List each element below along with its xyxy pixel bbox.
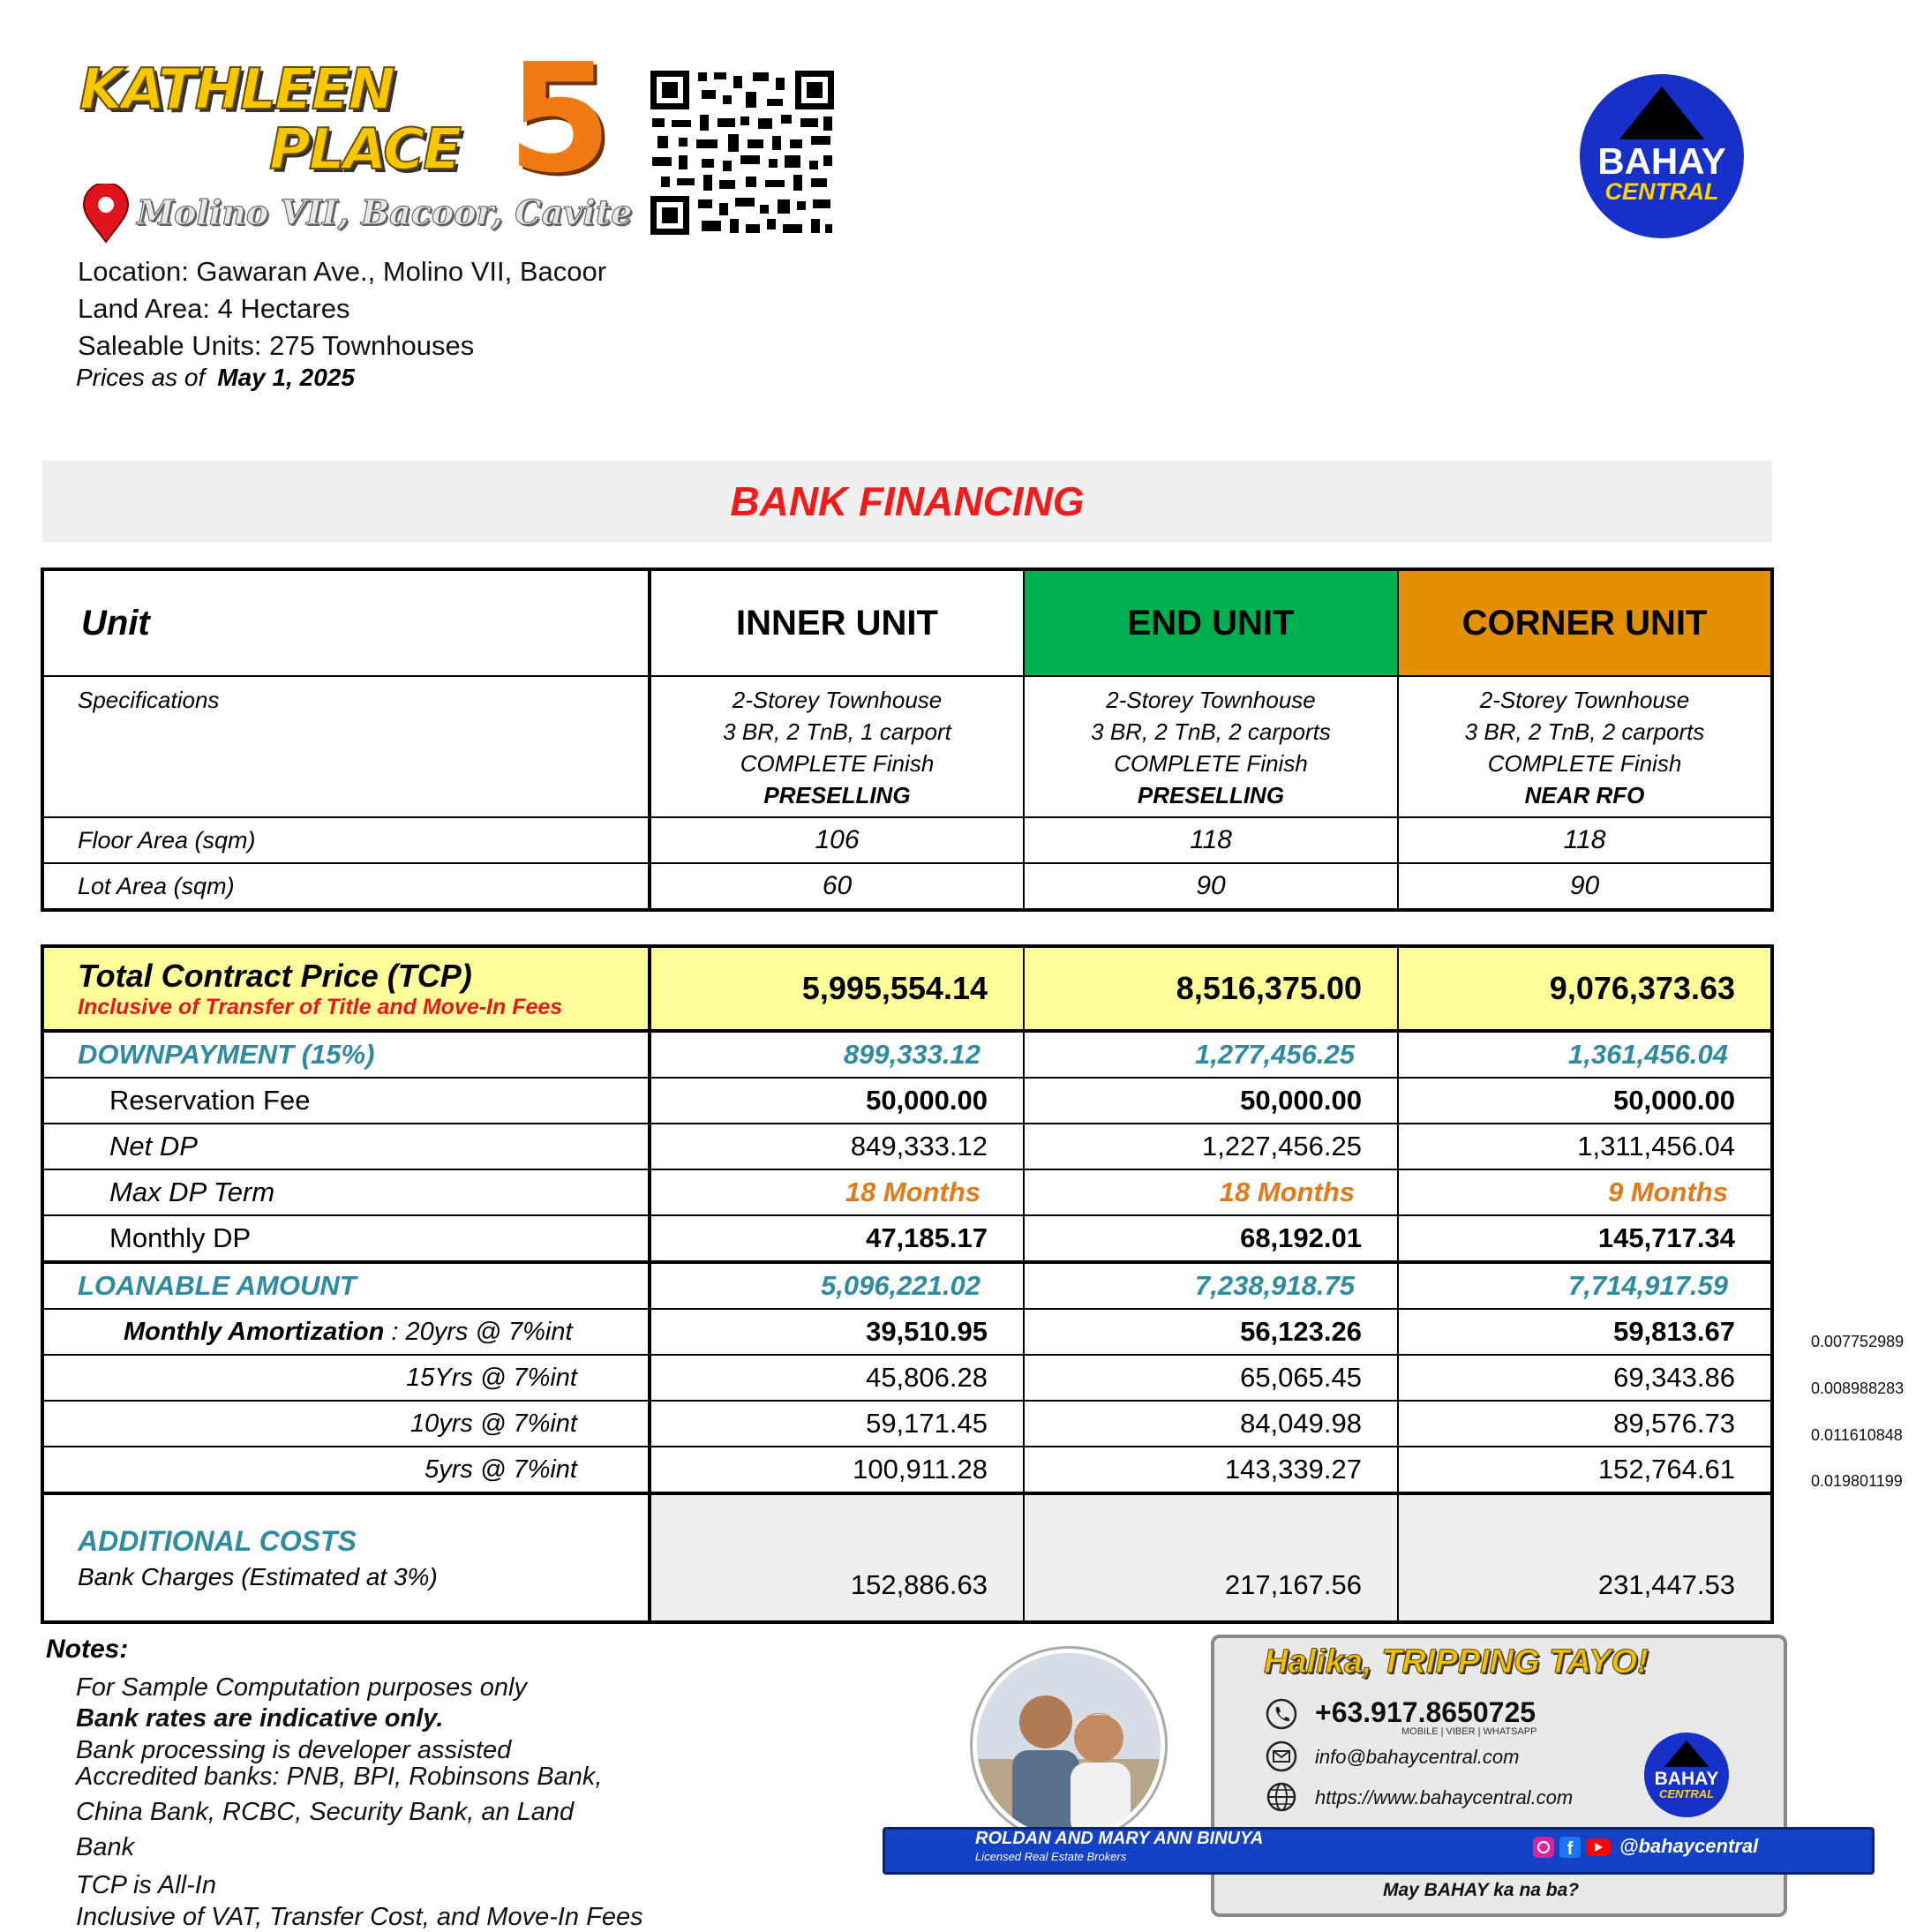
bank-charges-label: Bank Charges (Estimated at 3%) [78, 1562, 438, 1590]
amortization-15yr-row [42, 1355, 1772, 1401]
lot-area-value: 90 [1024, 863, 1398, 910]
globe-icon [1266, 1781, 1297, 1813]
svg-text:f: f [1567, 1839, 1574, 1859]
prices-date: May 1, 2025 [217, 364, 355, 391]
note-line: Bank [76, 1833, 135, 1861]
spec-type: 2-Storey Townhouse [1479, 687, 1690, 713]
note-line: China Bank, RCBC, Security Bank, an Land [76, 1798, 575, 1826]
tcp-row [42, 946, 1772, 1031]
additional-costs-label: ADDITIONAL COSTS [78, 1524, 357, 1557]
agents-photo-illustration [977, 1653, 1161, 1837]
bank-charges-value: 231,447.53 [1398, 1493, 1772, 1622]
floor-area-row [42, 817, 1772, 863]
lot-area-label: Lot Area (sqm) [42, 863, 650, 910]
downpayment-row [42, 1031, 1772, 1078]
downpayment-label: DOWNPAYMENT (15%) [42, 1031, 650, 1078]
amortization-value: 84,049.98 [1024, 1401, 1398, 1447]
spec-status: PRESELLING [763, 782, 911, 808]
bank-charges-value: 152,886.63 [650, 1493, 1024, 1622]
amortization-value: 65,065.45 [1024, 1355, 1398, 1401]
loanable-label: LOANABLE AMOUNT [42, 1262, 650, 1309]
card-tagline: May BAHAY ka na ba? [1383, 1880, 1580, 1900]
tcp-value: 9,076,373.63 [1398, 946, 1772, 1031]
factor-20yr: 0.007752989 [1811, 1333, 1905, 1350]
floor-area-value: 106 [650, 817, 1024, 863]
spec-rooms: 3 BR, 2 TnB, 1 carport [723, 718, 951, 745]
tcp-label: Total Contract Price (TCP) [78, 957, 472, 994]
project-logo-line2: PLACE [269, 117, 460, 183]
amortization-value: 143,339.27 [1024, 1447, 1398, 1493]
spec-rooms: 3 BR, 2 TnB, 2 carports [1464, 718, 1705, 745]
loanable-value: 5,096,221.02 [650, 1262, 1024, 1309]
specifications-row [42, 676, 1772, 817]
card-website[interactable]: https://www.bahaycentral.com [1315, 1786, 1574, 1808]
section-title: BANK FINANCING [730, 478, 1085, 524]
corner-unit-header: CORNER UNIT [1398, 569, 1772, 676]
max-dp-term-row [42, 1169, 1772, 1215]
spec-status: NEAR RFO [1524, 782, 1645, 808]
agents-names: ROLDAN AND MARY ANN BINUYA [975, 1829, 1264, 1848]
units-spec-table [41, 568, 1774, 912]
corner-unit-specs [1398, 676, 1772, 817]
lot-area-row [42, 863, 1772, 910]
amortization-15yr-label: 15Yrs @ 7%int [42, 1355, 650, 1401]
prices-as-of [76, 364, 355, 392]
notes-title: Notes: [46, 1635, 129, 1664]
unit-header-row [42, 569, 1772, 676]
reservation-row [42, 1078, 1772, 1124]
additional-costs-row [42, 1493, 1772, 1622]
agents-title: Licensed Real Estate Brokers [975, 1850, 1127, 1863]
monthly-dp-row [42, 1215, 1772, 1262]
downpayment-value: 899,333.12 [650, 1031, 1024, 1078]
factor-10yr: 0.011610848 [1811, 1426, 1903, 1444]
project-logo-line1: KATHLEEN [79, 57, 394, 123]
social-handle[interactable]: @bahaycentral [1619, 1835, 1759, 1857]
note-line: TCP is All-In [76, 1871, 216, 1899]
net-dp-row [42, 1124, 1772, 1169]
spec-type: 2-Storey Townhouse [732, 687, 943, 713]
floor-area-value: 118 [1398, 817, 1772, 863]
loanable-value: 7,238,918.75 [1024, 1262, 1398, 1309]
location-text: Location: Gawaran Ave., Molino VII, Bacoor [78, 256, 607, 287]
card-logo-top: BAHAY [1654, 1769, 1719, 1789]
reservation-label: Reservation Fee [42, 1078, 650, 1124]
max-dp-term-value: 9 Months [1398, 1169, 1772, 1215]
loanable-row [42, 1262, 1772, 1309]
amortization-value: 100,911.28 [650, 1447, 1024, 1493]
instagram-icon[interactable] [1533, 1837, 1554, 1858]
tcp-value: 8,516,375.00 [1024, 946, 1398, 1031]
amortization-value: 39,510.95 [650, 1309, 1024, 1355]
reservation-value: 50,000.00 [650, 1078, 1024, 1124]
bank-charges-value: 217,167.56 [1024, 1493, 1398, 1622]
tcp-value: 5,995,554.14 [650, 946, 1024, 1031]
bahay-logo-bottom: CENTRAL [1604, 178, 1719, 205]
bahay-central-logo [1578, 72, 1746, 240]
floor-area-value: 118 [1024, 817, 1398, 863]
specifications-label: Specifications [42, 676, 650, 817]
unit-header-label: Unit [42, 569, 650, 676]
tcp-note: Inclusive of Transfer of Title and Move-In Fees [78, 994, 563, 1019]
amortization-value: 69,343.86 [1398, 1355, 1772, 1401]
bahay-logo-top: BAHAY [1597, 140, 1726, 182]
note-line: Bank processing is developer assisted [76, 1736, 512, 1764]
amortization-5yr-row [42, 1447, 1772, 1493]
card-headline: Halika, TRIPPING TAYO! [1264, 1643, 1649, 1680]
card-logo-bottom: CENTRAL [1658, 1787, 1715, 1800]
amortization-label-term: : 20yrs @ 7%int [391, 1317, 573, 1346]
max-dp-term-value: 18 Months [650, 1169, 1024, 1215]
amortization-value: 59,813.67 [1398, 1309, 1772, 1355]
additional-costs-label-cell [42, 1493, 650, 1622]
spec-finish: COMPLETE Finish [740, 750, 935, 777]
reservation-value: 50,000.00 [1398, 1078, 1772, 1124]
card-phone[interactable]: +63.917.8650725 [1315, 1696, 1537, 1728]
downpayment-value: 1,361,456.04 [1398, 1031, 1772, 1078]
max-dp-term-label: Max DP Term [42, 1169, 650, 1215]
amortization-label-bold: Monthly Amortization [124, 1317, 385, 1346]
amortization-10yr-row [42, 1401, 1772, 1447]
social-icons [1533, 1836, 1612, 1859]
reservation-value: 50,000.00 [1024, 1078, 1398, 1124]
spec-type: 2-Storey Townhouse [1106, 687, 1316, 713]
qr-code-icon [649, 69, 836, 237]
email-icon [1266, 1740, 1297, 1772]
note-line: Accredited banks: PNB, BPI, Robinsons Bank, [76, 1763, 603, 1791]
net-dp-label: Net DP [42, 1124, 650, 1169]
map-pin-icon [75, 184, 137, 245]
project-logo-number: 5 [507, 32, 612, 207]
card-bahay-logo [1643, 1732, 1730, 1818]
end-unit-header: END UNIT [1024, 569, 1398, 676]
floor-area-label: Floor Area (sqm) [42, 817, 650, 863]
card-email[interactable]: info@bahaycentral.com [1315, 1746, 1520, 1768]
note-line: Inclusive of VAT, Transfer Cost, and Move-In Fees [76, 1903, 643, 1931]
spec-finish: COMPLETE Finish [1114, 750, 1308, 777]
note-line: For Sample Computation purposes only [76, 1673, 527, 1702]
amortization-value: 56,123.26 [1024, 1309, 1398, 1355]
monthly-dp-value: 68,192.01 [1024, 1215, 1398, 1262]
amortization-label [42, 1309, 650, 1355]
net-dp-value: 1,311,456.04 [1398, 1124, 1772, 1169]
note-line: Bank rates are indicative only. [76, 1704, 444, 1733]
amortization-5yr-label: 5yrs @ 7%int [42, 1447, 650, 1493]
spec-rooms: 3 BR, 2 TnB, 2 carports [1091, 718, 1331, 745]
downpayment-value: 1,277,456.25 [1024, 1031, 1398, 1078]
amortization-value: 59,171.45 [650, 1401, 1024, 1447]
saleable-units-text: Saleable Units: 275 Townhouses [78, 330, 475, 361]
land-area-text: Land Area: 4 Hectares [78, 293, 350, 324]
max-dp-term-value: 18 Months [1024, 1169, 1398, 1215]
amortization-value: 89,576.73 [1398, 1401, 1772, 1447]
agents-photo [973, 1649, 1165, 1841]
factor-5yr: 0.019801199 [1811, 1472, 1903, 1490]
loanable-value: 7,714,917.59 [1398, 1262, 1772, 1309]
lot-area-value: 90 [1398, 863, 1772, 910]
inner-unit-header: INNER UNIT [650, 569, 1024, 676]
amortization-value: 45,806.28 [650, 1355, 1024, 1401]
logo-location-tag: Molino VII, Bacoor, Cavite [137, 192, 633, 232]
prices-label: Prices as of [76, 364, 206, 391]
factor-15yr: 0.008988283 [1811, 1379, 1905, 1397]
tcp-label-cell [42, 946, 650, 1031]
spec-status: PRESELLING [1137, 782, 1285, 808]
monthly-dp-value: 145,717.34 [1398, 1215, 1772, 1262]
monthly-dp-value: 47,185.17 [650, 1215, 1024, 1262]
end-unit-specs [1024, 676, 1398, 817]
net-dp-value: 849,333.12 [650, 1124, 1024, 1169]
amortization-value: 152,764.61 [1398, 1447, 1772, 1493]
monthly-dp-label: Monthly DP [42, 1215, 650, 1262]
card-phone-sub: MOBILE | VIBER | WHATSAPP [1401, 1726, 1537, 1737]
lot-area-value: 60 [650, 863, 1024, 910]
price-table [41, 944, 1774, 1624]
amortization-10yr-label: 10yrs @ 7%int [42, 1401, 650, 1447]
inner-unit-specs [650, 676, 1024, 817]
spec-finish: COMPLETE Finish [1487, 750, 1682, 777]
phone-icon [1266, 1698, 1297, 1730]
amortization-20yr-row [42, 1309, 1772, 1355]
net-dp-value: 1,227,456.25 [1024, 1124, 1398, 1169]
